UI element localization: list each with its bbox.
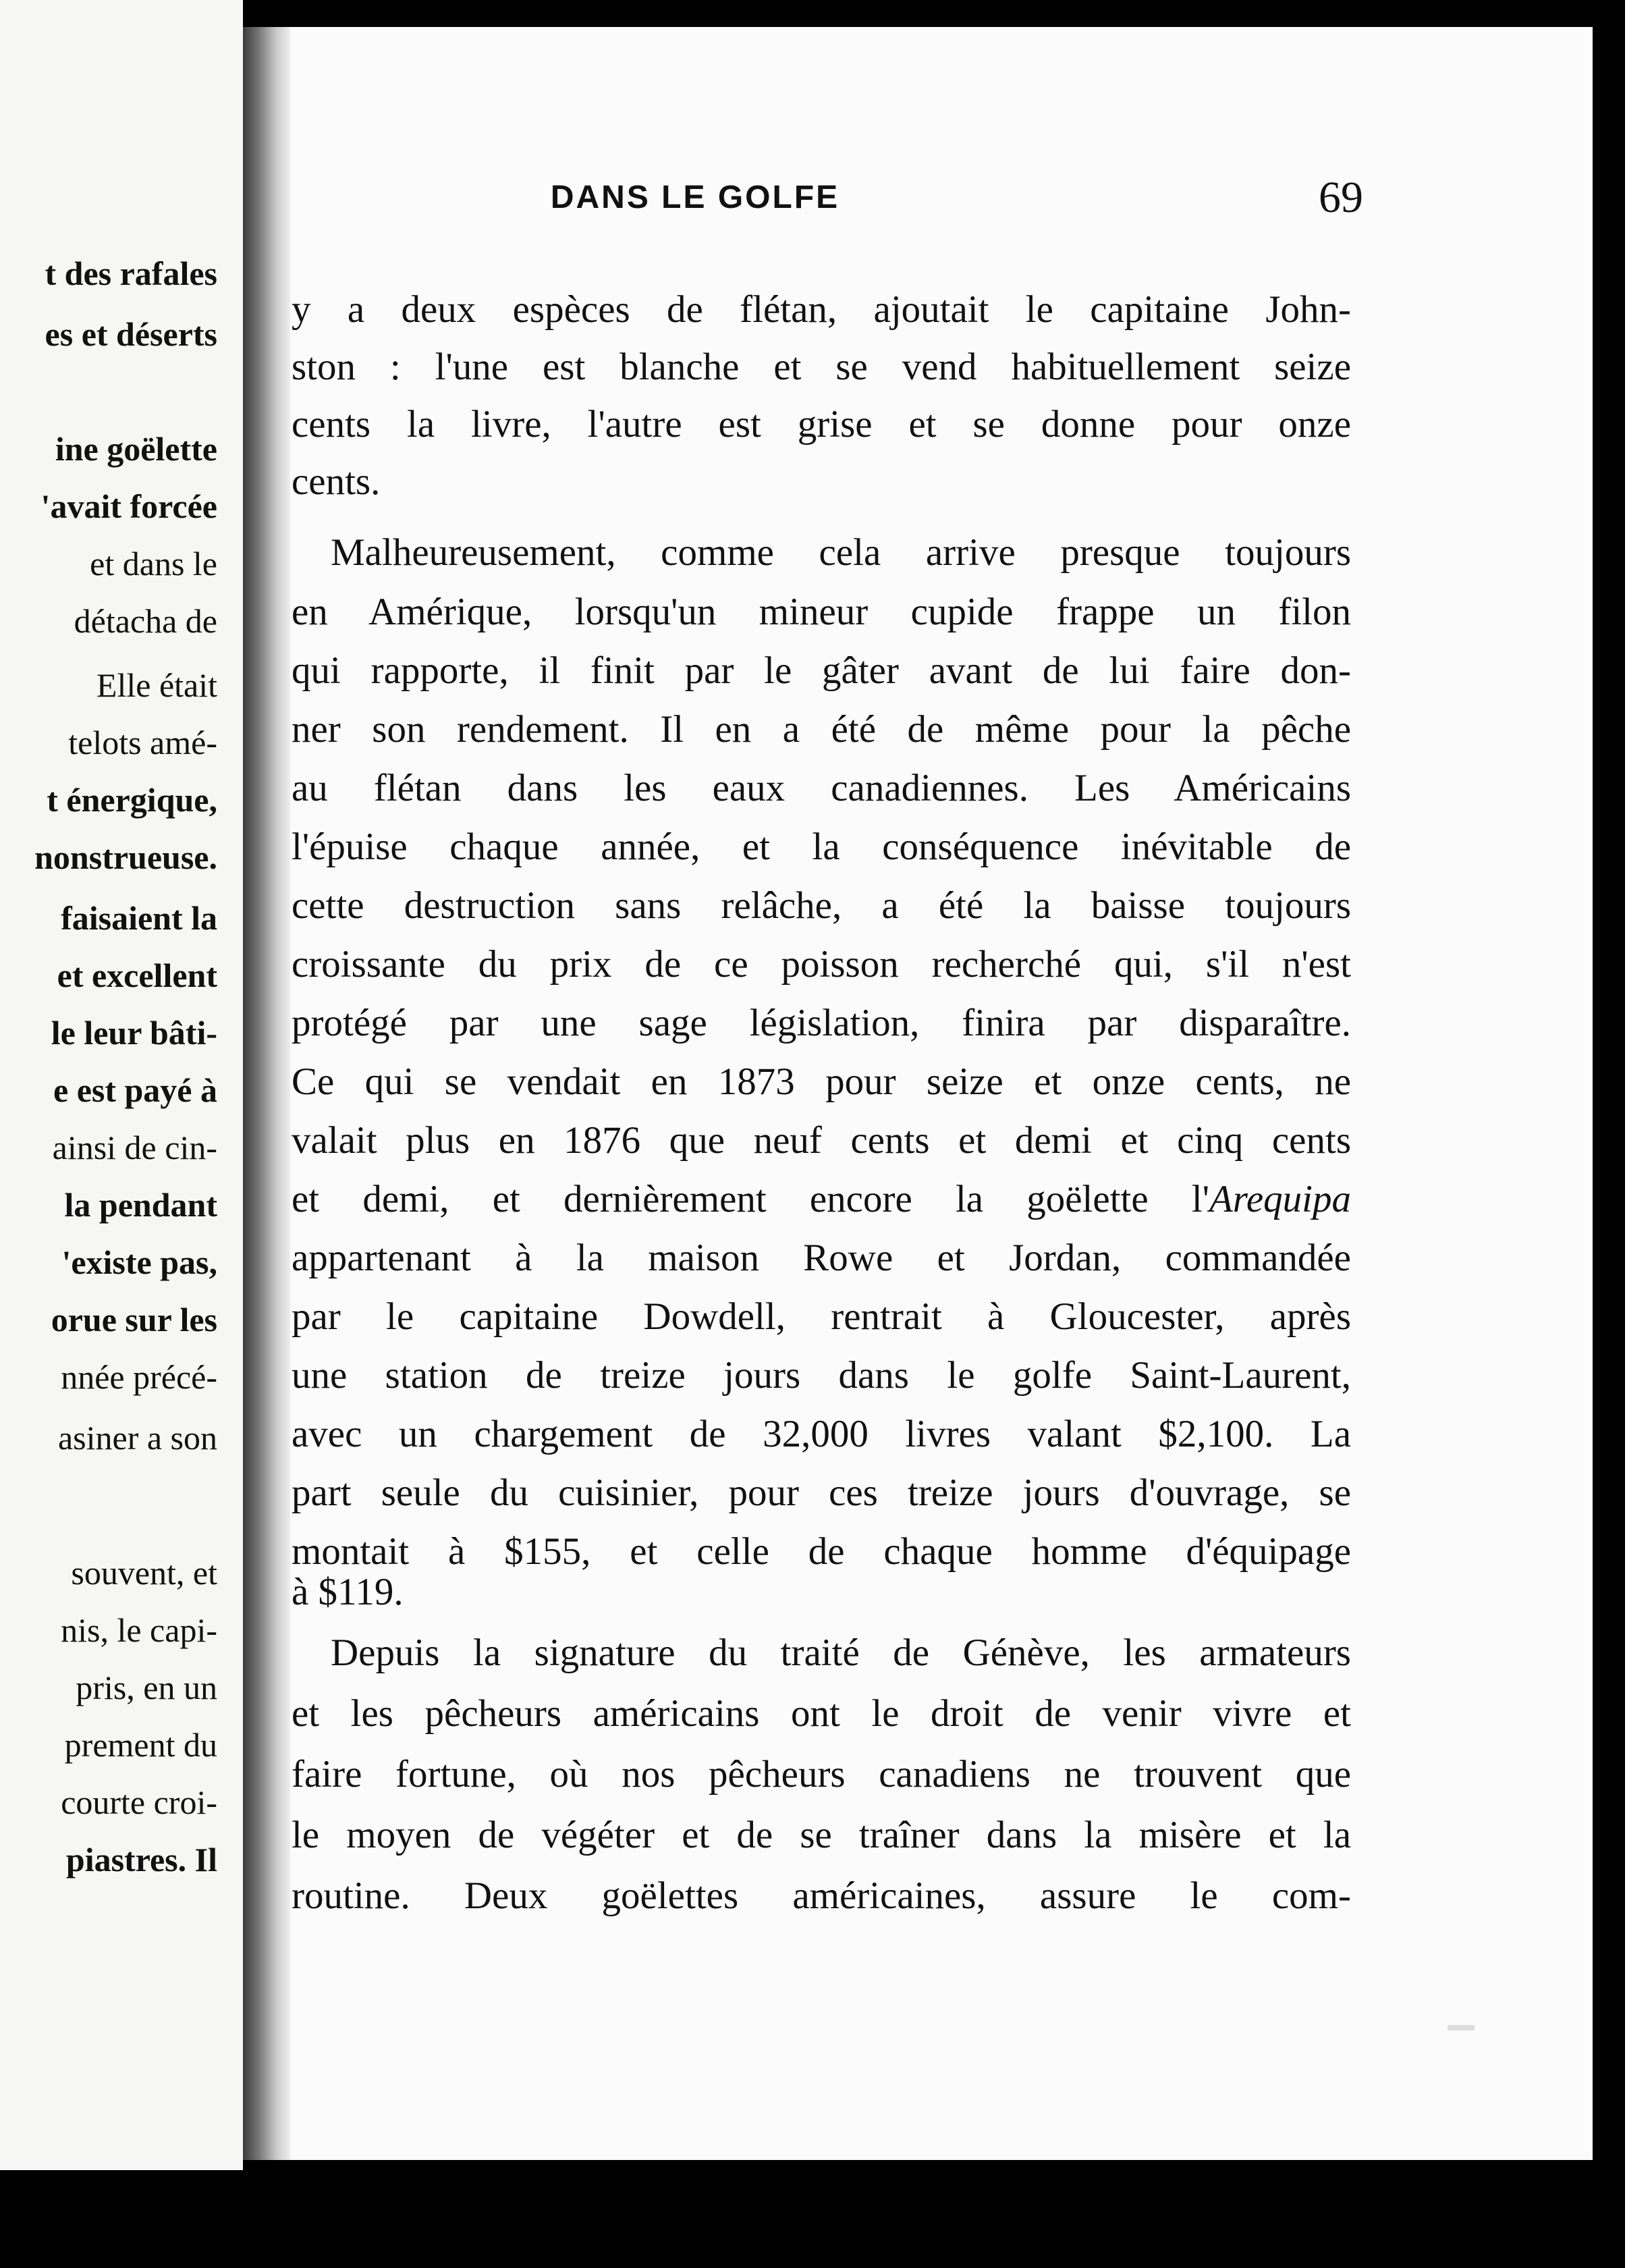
- left-page-line: et dans le: [90, 545, 217, 583]
- text-line: appartenant à la maison Rowe et Jordan, commandée: [292, 1237, 1351, 1279]
- text-line: l'épuise chaque année, et la conséquence inévitable de: [292, 826, 1351, 868]
- page-number: 69: [1319, 173, 1363, 222]
- page-gutter-shadow: [243, 27, 290, 2160]
- left-page-line: prement du: [64, 1726, 217, 1764]
- scan-border: [0, 2170, 1625, 2268]
- ship-name: Arequipa: [1209, 1178, 1351, 1220]
- text-line: une station de treize jours dans le golfe Saint-Laurent,: [292, 1354, 1351, 1397]
- left-page-line: ainsi de cin-: [52, 1129, 217, 1166]
- text-line: routine. Deux goëlettes américaines, assure le com-: [292, 1874, 1351, 1917]
- left-page-line: Elle était: [96, 666, 217, 704]
- left-page-line: es et déserts: [45, 315, 217, 353]
- text-line-with-ship-name: [292, 1180, 1351, 1218]
- text-line: protégé par une sage législation, finira par disparaître.: [292, 1002, 1351, 1044]
- left-page-line: t des rafales: [45, 254, 217, 292]
- text-line: à $119.: [292, 1571, 404, 1613]
- left-page-line: et excellent: [57, 956, 217, 994]
- text-line: avec un chargement de 32,000 livres valant $2,100. La: [292, 1413, 1351, 1455]
- left-facing-page: [0, 0, 243, 2268]
- left-page-line: e est payé à: [53, 1071, 217, 1109]
- text-line: valait plus en 1876 que neuf cents et demi et cinq cents: [292, 1119, 1351, 1162]
- left-page-line: courte croi-: [61, 1783, 217, 1821]
- left-page-line: souvent, et: [71, 1554, 217, 1592]
- left-page-line: asiner a son: [57, 1419, 217, 1457]
- text-line: montait à $155, et celle de chaque homme d'équipage: [292, 1530, 1351, 1573]
- scan-mark: [1448, 2025, 1475, 2030]
- text-line: le moyen de végéter et de se traîner dans la misère et la: [292, 1814, 1351, 1856]
- text-segment: et demi, et dernièrement encore la goëlette l': [292, 1178, 1209, 1220]
- text-line: croissante du prix de ce poisson recherché qui, s'il n'est: [292, 943, 1351, 986]
- text-line: Malheureusement, comme cela arrive presque toujours: [331, 531, 1351, 574]
- text-line: ston : l'une est blanche et se vend habituellement seize: [292, 346, 1351, 388]
- text-line: cents.: [292, 460, 381, 503]
- text-line: faire fortune, où nos pêcheurs canadiens ne trouvent que: [292, 1753, 1351, 1796]
- left-page-line: nonstrueuse.: [34, 838, 217, 876]
- text-line: y a deux espèces de flétan, ajoutait le capitaine John-: [292, 288, 1351, 331]
- left-page-line: piastres. Il: [65, 1841, 217, 1879]
- text-line: au flétan dans les eaux canadiennes. Les Américains: [292, 767, 1351, 809]
- text-line: part seule du cuisinier, pour ces treize jours d'ouvrage, se: [292, 1472, 1351, 1514]
- left-page-line: la pendant: [64, 1186, 217, 1224]
- left-page-line: t énergique,: [47, 781, 217, 819]
- text-line: qui rapporte, il finit par le gâter avant de lui faire don-: [292, 649, 1351, 692]
- left-page-line: faisaient la: [61, 899, 217, 937]
- text-line: et les pêcheurs américains ont le droit de venir vivre et: [292, 1692, 1351, 1735]
- left-page-line: nis, le capi-: [61, 1611, 217, 1649]
- left-page-line: pris, en un: [76, 1669, 217, 1706]
- left-page-line: 'avait forcée: [40, 487, 217, 525]
- text-line: cette destruction sans relâche, a été la baisse toujours: [292, 884, 1351, 927]
- text-line: cents la livre, l'autre est grise et se donne pour onze: [292, 403, 1351, 446]
- left-page-line: ine goëlette: [55, 430, 217, 468]
- text-line: ner son rendement. Il en a été de même pour la pêche: [292, 708, 1351, 751]
- left-page-line: nnée précé-: [61, 1358, 217, 1396]
- text-line: Ce qui se vendait en 1873 pour seize et onze cents, ne: [292, 1060, 1351, 1103]
- left-page-line: le leur bâti-: [51, 1014, 217, 1052]
- left-page-line: telots amé-: [68, 724, 217, 761]
- left-page-line: 'existe pas,: [61, 1243, 217, 1281]
- left-page-line: orue sur les: [51, 1301, 217, 1339]
- text-line: Depuis la signature du traité de Génève, les armateurs: [331, 1631, 1351, 1674]
- text-line: par le capitaine Dowdell, rentrait à Gloucester, après: [292, 1295, 1351, 1338]
- text-line: en Amérique, lorsqu'un mineur cupide frappe un filon: [292, 591, 1351, 633]
- left-page-line: détacha de: [74, 602, 217, 640]
- running-header: DANS LE GOLFE: [550, 180, 840, 215]
